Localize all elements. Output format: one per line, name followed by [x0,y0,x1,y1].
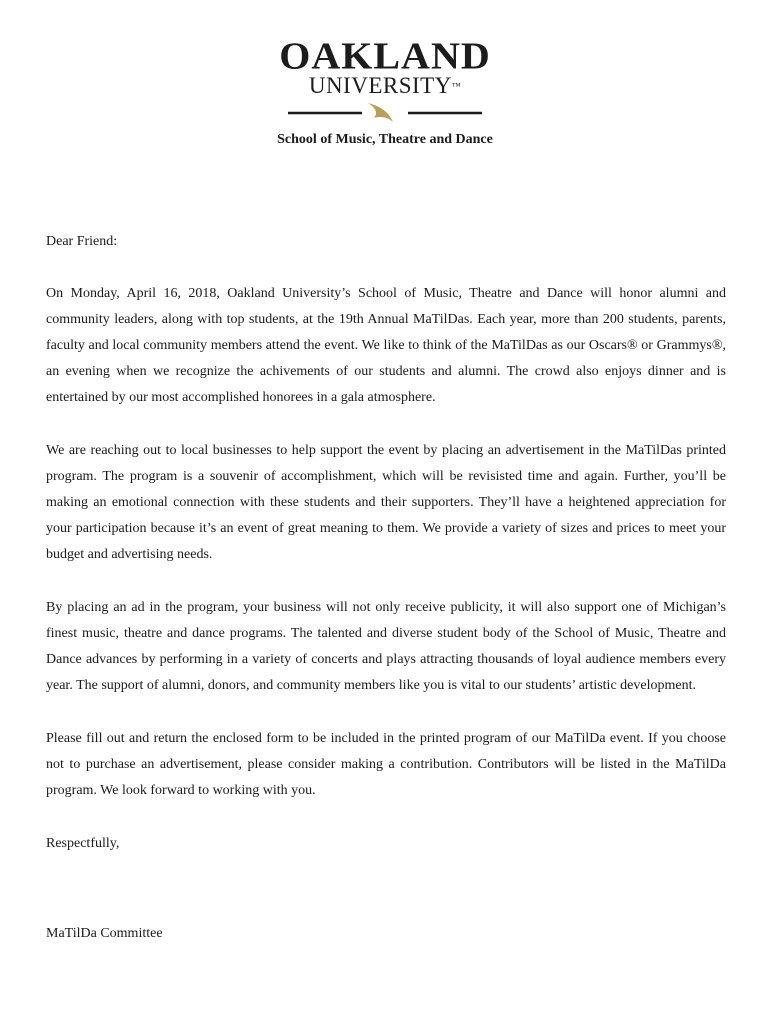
university-logo [0,36,770,148]
letter-greeting: Dear Friend: [46,234,118,249]
letter-paragraph-2: We are reaching out to local businesses to help support the event by placing an advertisement in the MaTilDas printed program. The program is a souvenir of accomplishment, which will be revisisted time and again. Further, you’ll be making an emotional connection with these students and their supporters. They’ll have a heightened appreciation for your participation because it’s an event of great meaning to them. We provide a variety of sizes and prices to meet your budget and advertising needs. [46,443,726,562]
logo-wordmark-university [0,74,770,98]
school-name: School of Music, Theatre and Dance [277,132,493,147]
letter-signature: MaTilDa Committee [46,926,163,941]
logo-wordmark-oakland: OAKLAND [279,34,491,77]
letter-body [46,229,726,947]
letter-paragraph-1: On Monday, April 16, 2018, Oakland University’s School of Music, Theatre and Dance will honor alumni and community leaders, along with top students, at the 19th Annual MaTilDas. Each year, more than 200 students, parents, faculty and local community members attend the event. We like to think of the MaTilDas as our Oscars® or Grammys®, an evening when we recognize the achivements of our students and alumni. The crowd also enjoys dinner and is entertained by our most accomplished honorees in a gala atmosphere. [46,286,726,405]
sail-icon [288,100,482,128]
trademark-symbol: ™ [451,81,462,91]
letter-paragraph-4: Please fill out and return the enclosed form to be included in the printed program of our MaTilDa event. If you choose not to purchase an advertisement, please consider making a contribution. Contributors will be listed in the MaTilDa program. We look forward to working with you. [46,731,726,798]
letter-paragraph-3: By placing an ad in the program, your business will not only receive publicity, it will also support one of Michigan’s finest music, theatre and dance programs. The talented and diverse student body of the School of Music, Theatre and Dance advances by performing in a variety of concerts and plays attracting thousands of loyal audience members every year. The support of alumni, donors, and community members like you is vital to our students’ artistic development. [46,600,726,693]
letter-closing: Respectfully, [46,836,120,851]
logo-university-text: UNIVERSITY [308,73,452,98]
logo-rule-with-sail [288,100,482,128]
